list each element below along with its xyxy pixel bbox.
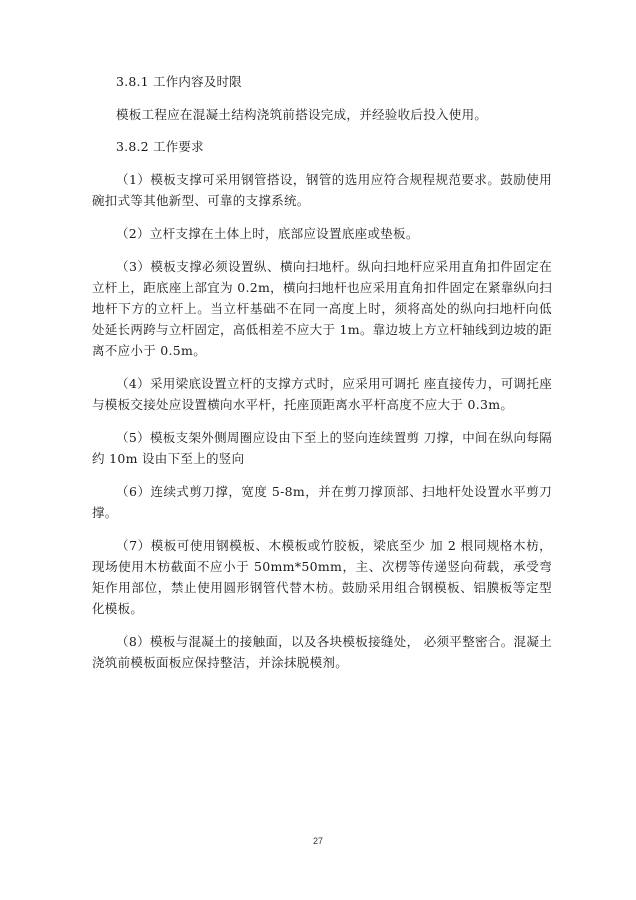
section-heading-3-8-1: 3.8.1 工作内容及时限 xyxy=(116,74,242,89)
page-number: 27 xyxy=(312,836,323,846)
requirement-item-4: （4）采用梁底设置立杆的支撑方式时，应采用可调托 座直接传力，可调托座与模板交接处应设置横向水平杆，托座顶距离水平杆高度不应大于 0.3m。 xyxy=(92,376,552,412)
section-3-8-1-text: 模板工程应在混凝土结构浇筑前搭设完成，并经验收后投入使用。 xyxy=(116,107,488,122)
requirement-item-6: （6）连续式剪刀撑，宽度 5-8m，并在剪刀撑顶部、扫地杆处设置水平剪刀撑。 xyxy=(92,484,552,520)
requirement-item-5: （5）模板支架外侧周圈应设由下至上的竖向连续置剪 刀撑，中间在纵向每隔约 10m 设由下至上的竖向 xyxy=(92,430,552,466)
requirement-item-3: （3）模板支撑必须设置纵、横向扫地杆。纵向扫地杆应采用直角扣件固定在立杆上，距底座上部宜为 0.2m，横向扫地杆也应采用直角扣件固定在紧靠纵向扫地杆下方的立杆上。当立杆基础不在同一高度上时，须将高处的纵向扫地杆向低处延长两跨与立杆固定，高低相差不应大于 1m。靠边坡上方立杆轴线到边坡的距离不应小于 0.5m。 xyxy=(92,259,552,358)
page-content xyxy=(92,72,552,685)
requirement-item-8: （8）模板与混凝土的接触面，以及各块模板接缝处， 必须平整密合。混凝土浇筑前模板面板应保持整洁，并涂抹脱模剂。 xyxy=(92,634,552,670)
requirement-item-7: （7）模板可使用钢模板、木模板或竹胶板，梁底至少 加 2 根同规格木枋，现场使用木枋截面不应小于 50mm*50mm，主、次楞等传递竖向荷载，承受弯矩作用部位，禁止使用圆形钢管代替木枋。鼓励采用组合钢模板、铝膜板等定型化模板。 xyxy=(92,538,552,616)
section-heading-3-8-2: 3.8.2 工作要求 xyxy=(116,139,204,154)
requirement-item-1: （1）模板支撑可采用钢管搭设，钢管的选用应符合规程规范要求。鼓励使用碗扣式等其他新型、可靠的支撑系统。 xyxy=(92,172,552,208)
requirement-item-2: （2）立杆支撑在土体上时，底部应设置底座或垫板。 xyxy=(116,226,419,241)
